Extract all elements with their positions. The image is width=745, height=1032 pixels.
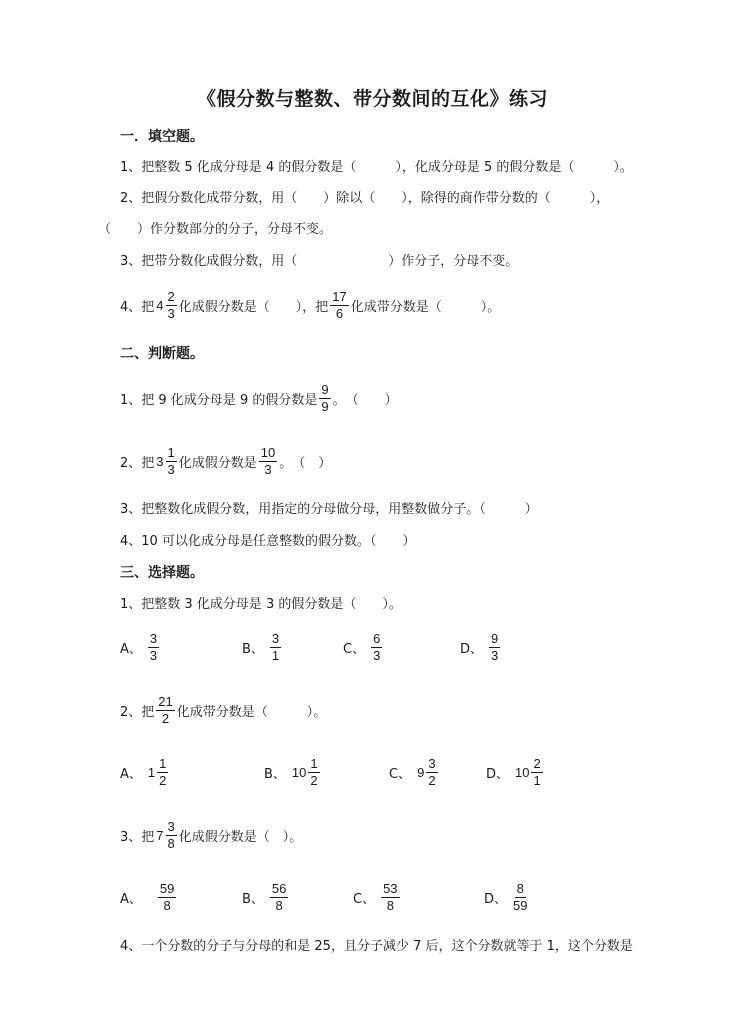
denominator: 1: [533, 772, 541, 788]
numerator: 10: [260, 444, 276, 460]
option-label: C、: [343, 641, 366, 657]
choice-q1-option-c[interactable]: [343, 627, 384, 667]
denominator: 2: [428, 772, 436, 788]
option-label: B、: [242, 891, 264, 907]
option-label: C、: [353, 891, 376, 907]
option-label: B、: [242, 641, 264, 657]
denominator: 8: [163, 897, 171, 913]
option-label: B、: [264, 766, 286, 782]
choice-question-3: [120, 815, 302, 855]
judge-question-3: 3、把整数化成假分数，用指定的分母做分母，用整数做分子。（ ）: [120, 501, 538, 517]
mixed-whole: 9: [417, 764, 425, 780]
option-label: D、: [460, 641, 484, 657]
fill-question-2-line-1: 2、把假分数化成带分数，用（ ）除以（ ），除得的商作带分数的（ ），: [120, 190, 610, 206]
denominator: 2: [310, 772, 318, 788]
fraction: [371, 632, 382, 663]
numerator: 9: [321, 381, 329, 397]
q4-text-middle: 化成假分数是（ ），把: [178, 299, 329, 315]
denominator: 3: [167, 305, 175, 321]
fraction: [330, 290, 348, 321]
denominator: 3: [264, 461, 272, 477]
mixed-whole: 3: [156, 453, 164, 469]
text: 化成带分数是（ ）。: [176, 704, 327, 720]
numerator: 3: [271, 630, 280, 646]
denominator: 9: [321, 398, 329, 414]
fraction: [166, 820, 177, 851]
choice-question-1: 1、把整数 3 化成分母是 3 的假分数是（ ）。: [120, 596, 402, 612]
text: 。 （ ）: [332, 392, 398, 408]
option-label: C、: [389, 766, 412, 782]
text: 化成假分数是（ ）。: [178, 829, 303, 845]
choice-q2-option-b[interactable]: [264, 752, 322, 792]
numerator: 21: [158, 693, 173, 709]
choice-q3-option-c[interactable]: [353, 877, 402, 917]
numerator: 17: [332, 288, 347, 304]
numerator: 9: [491, 630, 499, 646]
choice-q1-option-b[interactable]: [242, 627, 283, 667]
numerator: 3: [428, 755, 436, 771]
fraction: [426, 757, 437, 788]
option-label: A、: [120, 766, 142, 782]
denominator: 2: [159, 772, 167, 788]
numerator: 6: [373, 630, 381, 646]
numerator: 1: [167, 444, 175, 460]
numerator: 8: [516, 880, 524, 896]
mixed-whole: 10: [515, 764, 530, 780]
fraction: [148, 632, 159, 663]
section-heading-fill: 一．填空题。: [120, 129, 204, 145]
judge-question-1: [120, 378, 398, 418]
fraction: [513, 882, 527, 913]
denominator: 3: [167, 461, 175, 477]
text: 化成假分数是: [178, 455, 257, 471]
option-label: D、: [486, 766, 510, 782]
choice-question-4: 4、一个分数的分子与分母的和是 25，且分子减少 7 后，这个分数就等于 1，这个分数是: [120, 938, 633, 954]
section-heading-judge: 二、判断题。: [120, 346, 204, 362]
denominator: 8: [167, 835, 175, 851]
denominator: 2: [161, 710, 170, 726]
fill-question-1: 1、把整数 5 化成分母是 4 的假分数是（ ），化成分母是 5 的假分数是（ ）。: [120, 159, 633, 175]
choice-q3-option-b[interactable]: [242, 877, 290, 917]
denominator: 3: [491, 647, 499, 663]
mixed-whole: 7: [156, 827, 164, 843]
choice-q1-option-d[interactable]: [460, 627, 502, 667]
mixed-whole: 10: [291, 764, 307, 780]
mixed-whole: 1: [147, 764, 156, 780]
denominator: 1: [271, 647, 280, 663]
judge-question-2: [120, 441, 331, 481]
fraction: [156, 695, 174, 726]
numerator: 3: [167, 818, 175, 834]
numerator: 53: [383, 880, 398, 896]
choice-q2-option-d[interactable]: [486, 752, 545, 792]
denominator: 8: [275, 897, 283, 913]
fraction: [319, 383, 330, 414]
denominator: 59: [513, 897, 528, 913]
denominator: 3: [373, 647, 381, 663]
fill-question-2-line-2: （ ）作分数部分的分子，分母不变。: [98, 221, 333, 237]
denominator: 3: [149, 647, 158, 663]
numerator: 1: [159, 755, 167, 771]
choice-q1-option-a[interactable]: [120, 627, 161, 667]
choice-q3-option-d[interactable]: [484, 877, 529, 917]
numerator: 1: [310, 755, 318, 771]
option-label: A、: [120, 641, 142, 657]
fraction: [259, 446, 277, 477]
text: 1、把 9 化成分母是 9 的假分数是: [120, 392, 318, 408]
denominator: 8: [386, 897, 394, 913]
numerator: 2: [167, 288, 175, 304]
choice-question-2: [120, 690, 326, 730]
option-label: A、: [120, 891, 142, 907]
fill-question-4: [120, 285, 500, 325]
numerator: 3: [149, 630, 158, 646]
q4-text-end: 化成带分数是（ ）。: [350, 299, 501, 315]
fraction: [166, 446, 177, 477]
fill-question-3: 3、把带分数化成假分数，用（ ）作分子，分母不变。: [120, 253, 519, 269]
fraction: [308, 757, 319, 788]
denominator: 6: [335, 305, 344, 321]
judge-question-4: 4、10 可以化成分母是任意整数的假分数。（ ）: [120, 533, 416, 549]
mixed-whole: 4: [156, 297, 164, 313]
text: 2、把: [120, 455, 155, 471]
text: 。 （ ）: [279, 455, 332, 471]
text: 2、把: [120, 704, 155, 720]
page-title: 《假分数与整数、带分数间的互化》练习: [196, 88, 548, 110]
fraction: [270, 632, 281, 663]
numerator: 59: [159, 880, 175, 896]
fraction: [270, 882, 288, 913]
choice-q2-option-c[interactable]: [389, 752, 440, 792]
numerator: 56: [271, 880, 287, 896]
choice-q3-option-a[interactable]: [120, 877, 178, 917]
text: 3、把: [120, 829, 155, 845]
fraction: [166, 290, 177, 321]
fraction: [157, 757, 168, 788]
section-heading-choice: 三、选择题。: [120, 565, 204, 581]
fraction: [531, 757, 542, 788]
option-label: D、: [484, 891, 508, 907]
fraction: [489, 632, 500, 663]
fraction: [158, 882, 176, 913]
q4-text-start: 4、把: [120, 299, 155, 315]
numerator: 2: [533, 755, 541, 771]
fraction: [381, 882, 399, 913]
choice-q2-option-a[interactable]: [120, 752, 170, 792]
